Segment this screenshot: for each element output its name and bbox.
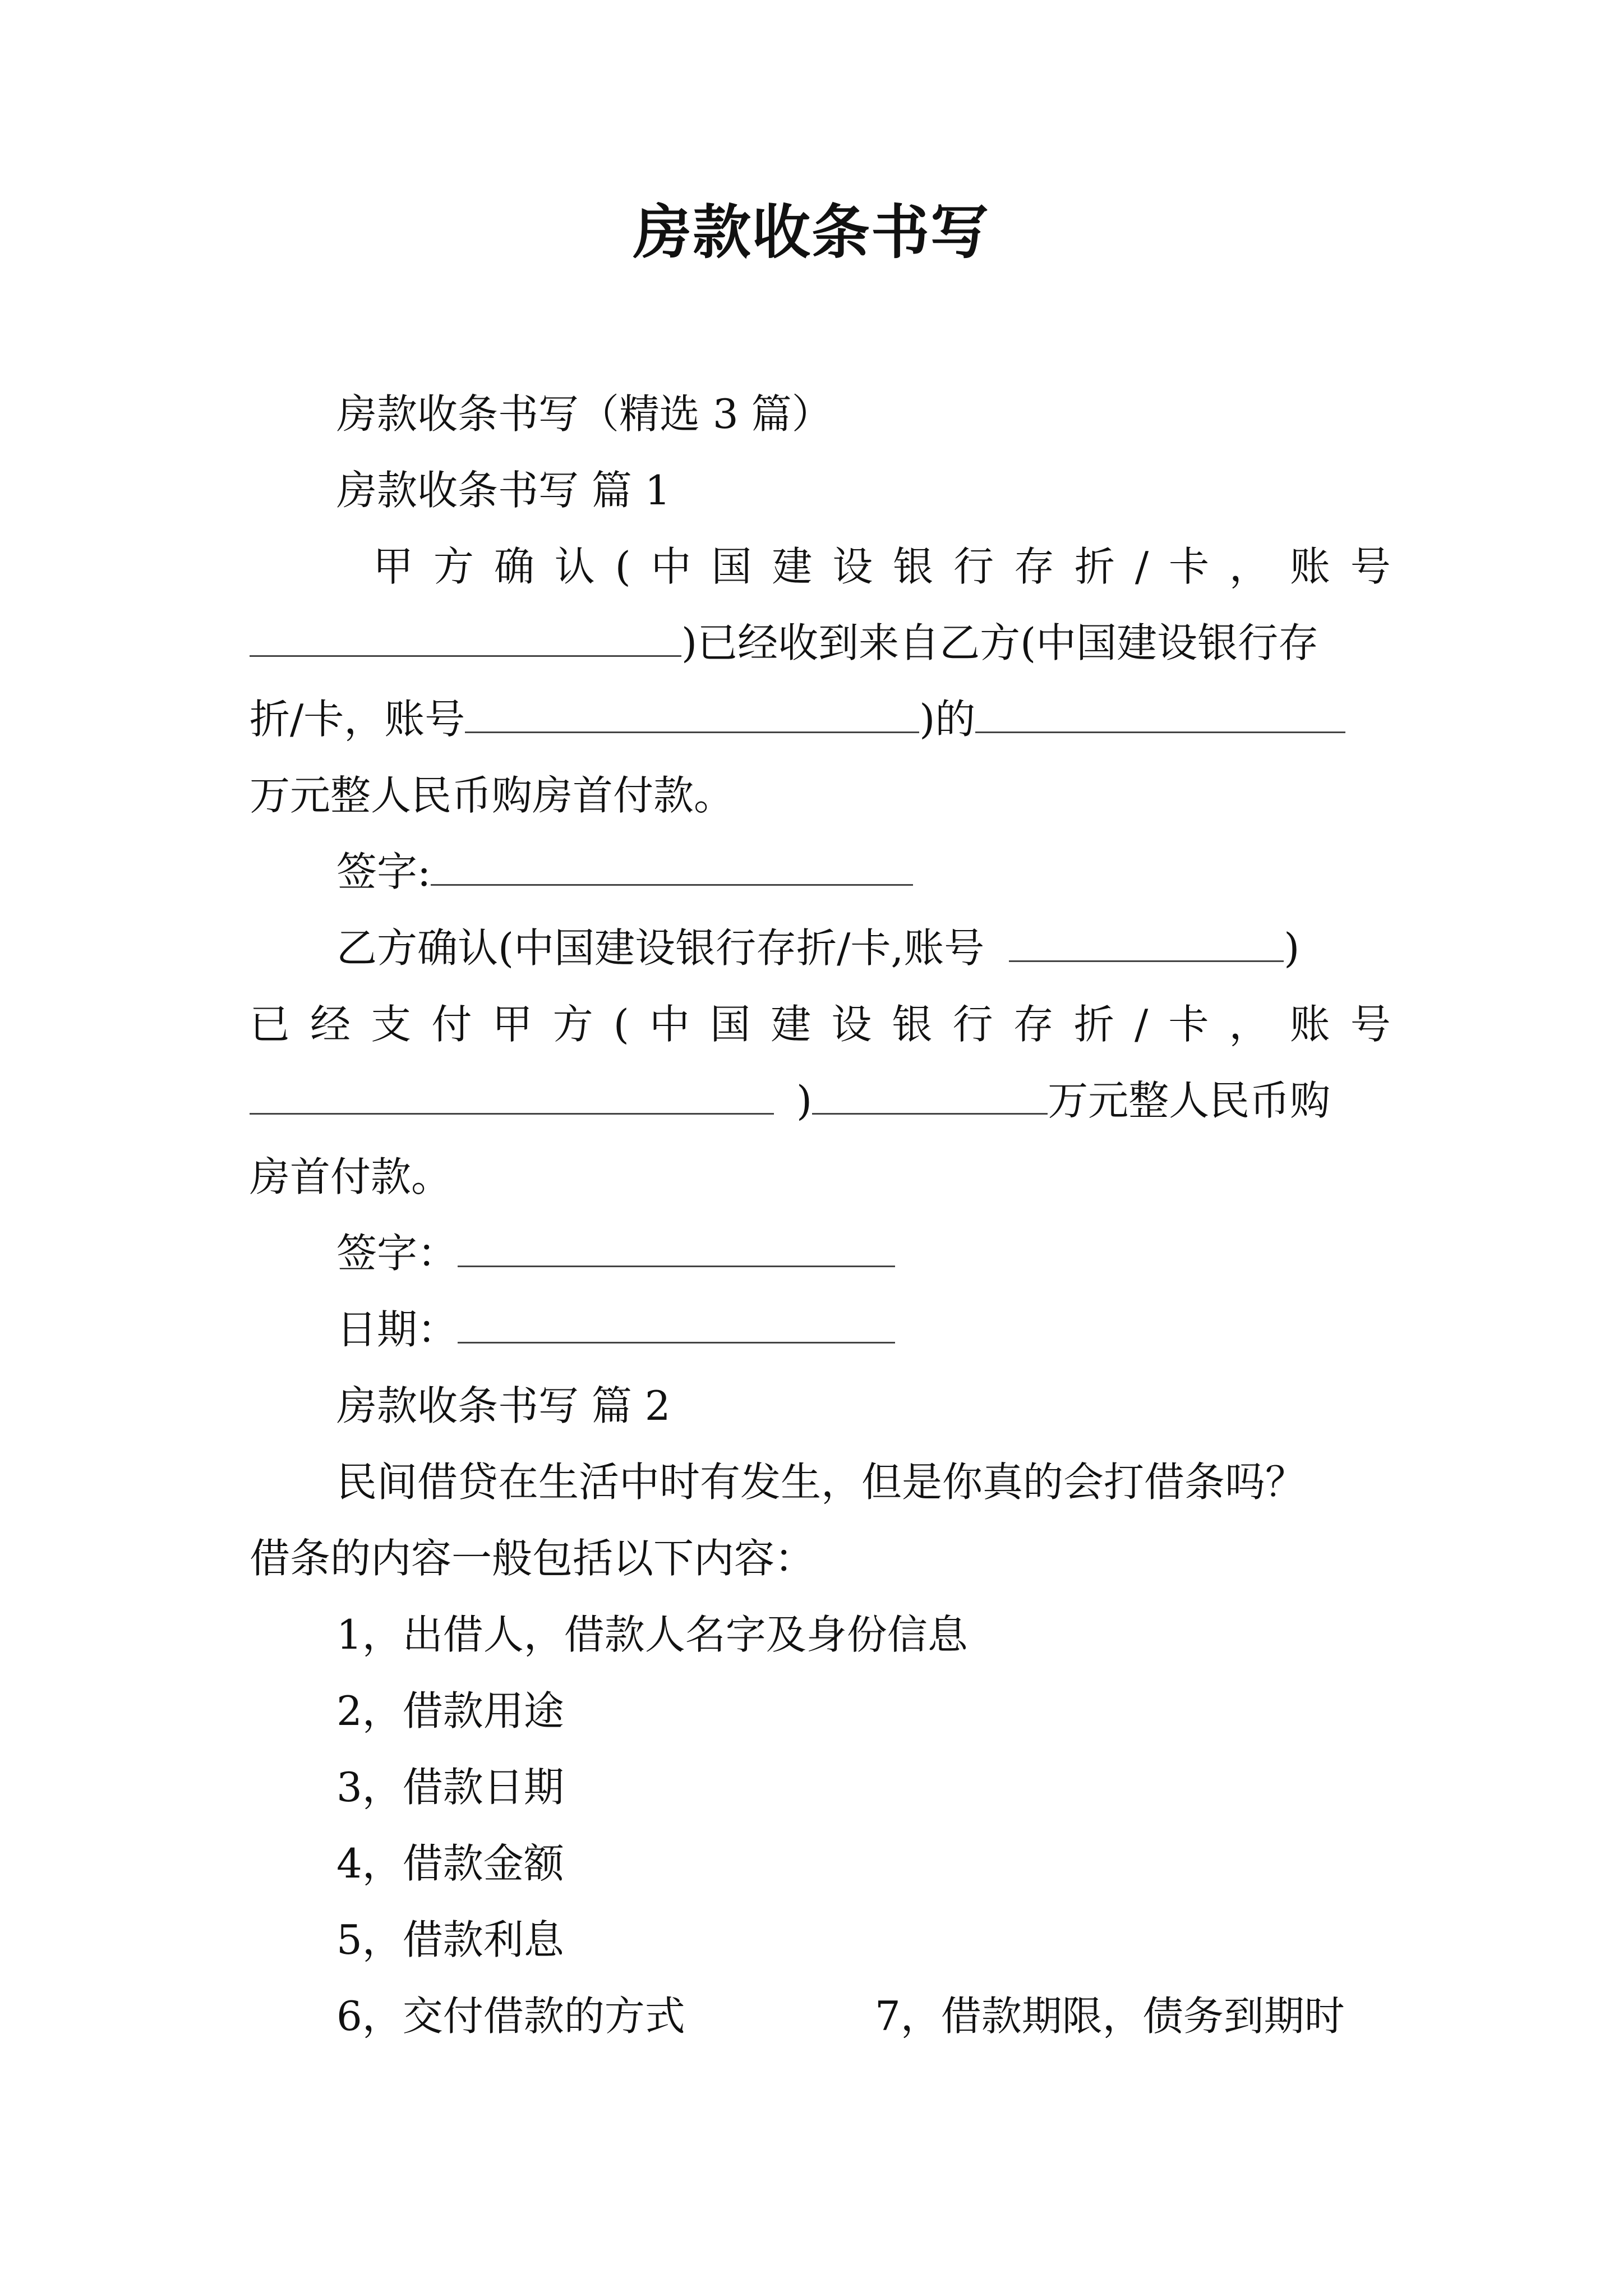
party-b-char: 账 <box>1289 1001 1330 1048</box>
party-a-char: 存 <box>1014 543 1055 590</box>
list-item: 5，借款利息 <box>336 1916 564 1963</box>
amount-blank <box>812 1082 1048 1115</box>
party-b-char: 银 <box>892 1001 933 1048</box>
account-blank <box>1009 929 1284 962</box>
list-item: 6，交付借款的方式 <box>336 1993 685 2040</box>
party-b-char: 国 <box>710 1001 751 1048</box>
party-b-char: 存 <box>1013 1001 1054 1048</box>
party-b-line-4: 房首付款。 <box>250 1153 452 1200</box>
party-b-char: ， <box>1229 1001 1270 1048</box>
party-a-char: 中 <box>651 543 691 590</box>
party-a-char: 甲 <box>373 543 414 590</box>
party-b-line-2 <box>250 1001 1391 1048</box>
party-b-char: ( <box>613 1001 629 1048</box>
party-a-line-3-text: 折/卡，账号 <box>250 696 465 743</box>
signature-line-2 <box>336 1230 895 1277</box>
signature-blank <box>431 853 913 886</box>
party-a-char: / <box>1135 543 1149 590</box>
party-b-char: 支 <box>371 1001 412 1048</box>
party-b-char: 折 <box>1073 1001 1114 1048</box>
party-a-char: 折 <box>1074 543 1115 590</box>
party-a-char: ( <box>615 543 631 590</box>
section-2-heading: 房款收条书写 篇 2 <box>336 1382 671 1429</box>
party-a-char: ， <box>1229 543 1270 590</box>
party-b-char: 设 <box>831 1001 872 1048</box>
party-b-char: 经 <box>310 1001 351 1048</box>
account-blank <box>465 700 919 733</box>
party-b-line-3 <box>250 1077 1331 1124</box>
signature-label: 签字： <box>336 1230 458 1277</box>
party-b-line-3-tail: 万元整人民币购 <box>1048 1077 1331 1124</box>
party-b-line-1 <box>336 924 1300 972</box>
amount-blank <box>975 700 1345 733</box>
section-2-intro-line-1: 民间借贷在生活中时有发生，但是你真的会打借条吗？ <box>336 1458 1306 1506</box>
signature-line-1 <box>336 848 913 895</box>
date-blank <box>458 1310 895 1343</box>
list-item: 7，借款期限，债务到期时 <box>875 1993 1345 2040</box>
party-b-char: / <box>1134 1001 1149 1048</box>
party-b-char: 号 <box>1350 1001 1391 1048</box>
party-a-char: 确 <box>494 543 534 590</box>
document-subtitle: 房款收条书写（精选 3 篇） <box>336 390 832 438</box>
party-b-char: 付 <box>431 1001 472 1048</box>
party-a-char: 卡 <box>1169 543 1210 590</box>
section-1-heading: 房款收条书写 篇 1 <box>336 467 671 514</box>
party-a-char: 银 <box>893 543 934 590</box>
signature-label: 签字: <box>336 848 431 895</box>
signature-blank <box>458 1234 895 1267</box>
list-item: 2，借款用途 <box>336 1687 564 1734</box>
party-b-char: 行 <box>952 1001 993 1048</box>
party-b-char: 方 <box>552 1001 593 1048</box>
party-b-char: 中 <box>649 1001 690 1048</box>
party-b-char: 卡 <box>1168 1001 1209 1048</box>
party-a-char: 行 <box>953 543 994 590</box>
party-a-char: 设 <box>832 543 873 590</box>
party-b-line-1-tail: ) <box>1284 924 1300 972</box>
party-a-char: 方 <box>433 543 474 590</box>
party-b-char: 建 <box>771 1001 811 1048</box>
document-title: 房款收条书写 <box>633 197 990 266</box>
account-blank <box>250 1082 774 1115</box>
party-b-line-1-text: 乙方确认(中国建设银行存折/卡,账号 <box>336 924 985 972</box>
account-blank <box>250 624 681 657</box>
date-line <box>336 1306 895 1353</box>
party-a-line-2 <box>250 619 1319 666</box>
party-a-char: 认 <box>554 543 595 590</box>
date-label: 日期： <box>336 1306 458 1353</box>
party-a-char: 建 <box>772 543 813 590</box>
party-a-char: 号 <box>1350 543 1391 590</box>
list-item: 3，借款日期 <box>336 1764 564 1811</box>
party-b-char: 甲 <box>492 1001 533 1048</box>
party-a-line-2-text: )已经收到来自乙方(中国建设银行存 <box>681 619 1319 666</box>
list-item: 1，出借人，借款人名字及身份信息 <box>336 1611 968 1658</box>
party-a-char: 国 <box>711 543 752 590</box>
list-item: 4，借款金额 <box>336 1840 564 1887</box>
party-a-line-3-mid: )的 <box>919 696 976 743</box>
party-a-char: 账 <box>1289 543 1330 590</box>
section-2-intro-line-2: 借条的内容一般包括以下内容： <box>250 1535 815 1582</box>
party-a-line-4: 万元整人民币购房首付款。 <box>250 772 735 819</box>
party-b-line-3-mid: ) <box>796 1077 813 1124</box>
party-a-line-3 <box>250 696 1345 743</box>
party-a-line-1 <box>373 543 1391 590</box>
party-b-char: 已 <box>250 1001 291 1048</box>
